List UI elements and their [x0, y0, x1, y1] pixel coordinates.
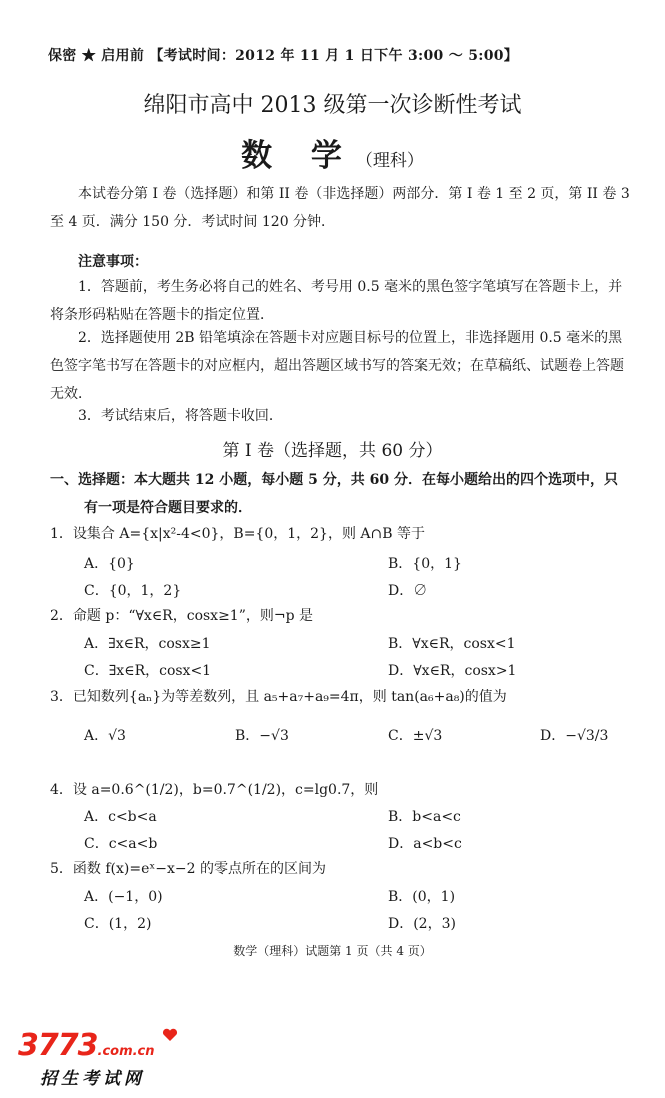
logo-subtitle: 招生考试网 [40, 1069, 145, 1089]
section-line: 一、选择题：本大题共 12 小题，每小题 5 分，共 60 分．在每小题给出的四个选项中，只 [50, 472, 618, 488]
logo-domain: .com.cn [97, 1044, 155, 1059]
question-option: B．b<a<c [388, 809, 461, 825]
note-item: 2．选择题使用 2B 铅笔填涂在答题卡对应题目标号的位置上，非选择题用 0.5 毫米的黑色签字笔书写在答题卡的对应框内，超出答题区域书写的答案无效；在草稿纸、试题卷上答题无效． [50, 330, 624, 402]
section-line: 有一项是符合题目要求的． [84, 500, 252, 516]
question-stem: 1．设集合 A={x|x²-4<0}，B={0，1，2}，则 A∩B 等于 [50, 526, 425, 542]
subject-main: 数 学 [241, 138, 356, 174]
question-option: C．{0，1，2} [84, 583, 182, 599]
question-option: C．(1，2) [84, 916, 152, 932]
confidential-header: 保密 ★ 启用前 【考试时间：2012 年 11 月 1 日下午 3:00 ～ 5:00】 [48, 48, 519, 64]
question-option: D．∀x∈R，cosx>1 [388, 663, 517, 679]
logo-main: 3773 [18, 1028, 98, 1063]
question-option: B．(0，1) [388, 889, 456, 905]
notes-title: 注意事项： [78, 254, 148, 270]
page-footer: 数学（理科）试题第 1 页（共 4 页） [233, 944, 432, 958]
subject-sub: （理科） [355, 151, 424, 171]
question-option: A．{0} [84, 556, 135, 572]
question-option: B．{0，1} [388, 556, 462, 572]
subject-title [0, 130, 665, 175]
question-option: A．∃x∈R，cosx≥1 [84, 636, 211, 652]
question-option: D．(2，3) [388, 916, 456, 932]
intro-paragraph: 本试卷分第 I 卷（选择题）和第 II 卷（非选择题）两部分．第 I 卷 1 至 2 页，第 II 卷 3 至 4 页．满分 150 分．考试时间 120 分钟． [50, 186, 630, 230]
question-option: D．−√3/3 [540, 728, 609, 744]
exam-title: 绵阳市高中 2013 级第一次诊断性考试 [143, 93, 522, 118]
question-option: B．∀x∈R，cosx<1 [388, 636, 516, 652]
question-option: D．∅ [388, 583, 428, 599]
section-heading [50, 466, 640, 522]
question-stem: 3．已知数列{aₙ}为等差数列，且 a₅+a₇+a₉=4π，则 tan(a₆+a₈)的值为 [50, 689, 507, 705]
site-logo[interactable] [18, 1028, 178, 1063]
question-stem: 4．设 a=0.6^(1/2)，b=0.7^(1/2)，c=lg0.7，则 [50, 782, 379, 798]
question-stem: 2．命题 p：“∀x∈R，cosx≥1”，则¬p 是 [50, 608, 314, 624]
question-option: C．c<a<b [84, 836, 158, 852]
question-option: A．c<b<a [84, 809, 157, 825]
question-option: A．√3 [84, 728, 126, 744]
part-title: 第 I 卷（选择题，共 60 分） [222, 441, 443, 461]
question-option: B．−√3 [235, 728, 289, 744]
question-stem: 5．函数 f(x)=eˣ−x−2 的零点所在的区间为 [50, 861, 327, 877]
heart-icon [162, 1028, 178, 1042]
question-option: A．(−1，0) [84, 889, 163, 905]
note-item: 3．考试结束后，将答题卡收回． [78, 408, 283, 424]
note-item: 1．答题前，考生务必将自己的姓名、考号用 0.5 毫米的黑色签字笔填写在答题卡上，并将条形码粘贴在答题卡的指定位置． [50, 279, 623, 323]
question-option: C．±√3 [388, 728, 443, 744]
question-option: C．∃x∈R，cosx<1 [84, 663, 212, 679]
question-option: D．a<b<c [388, 836, 462, 852]
